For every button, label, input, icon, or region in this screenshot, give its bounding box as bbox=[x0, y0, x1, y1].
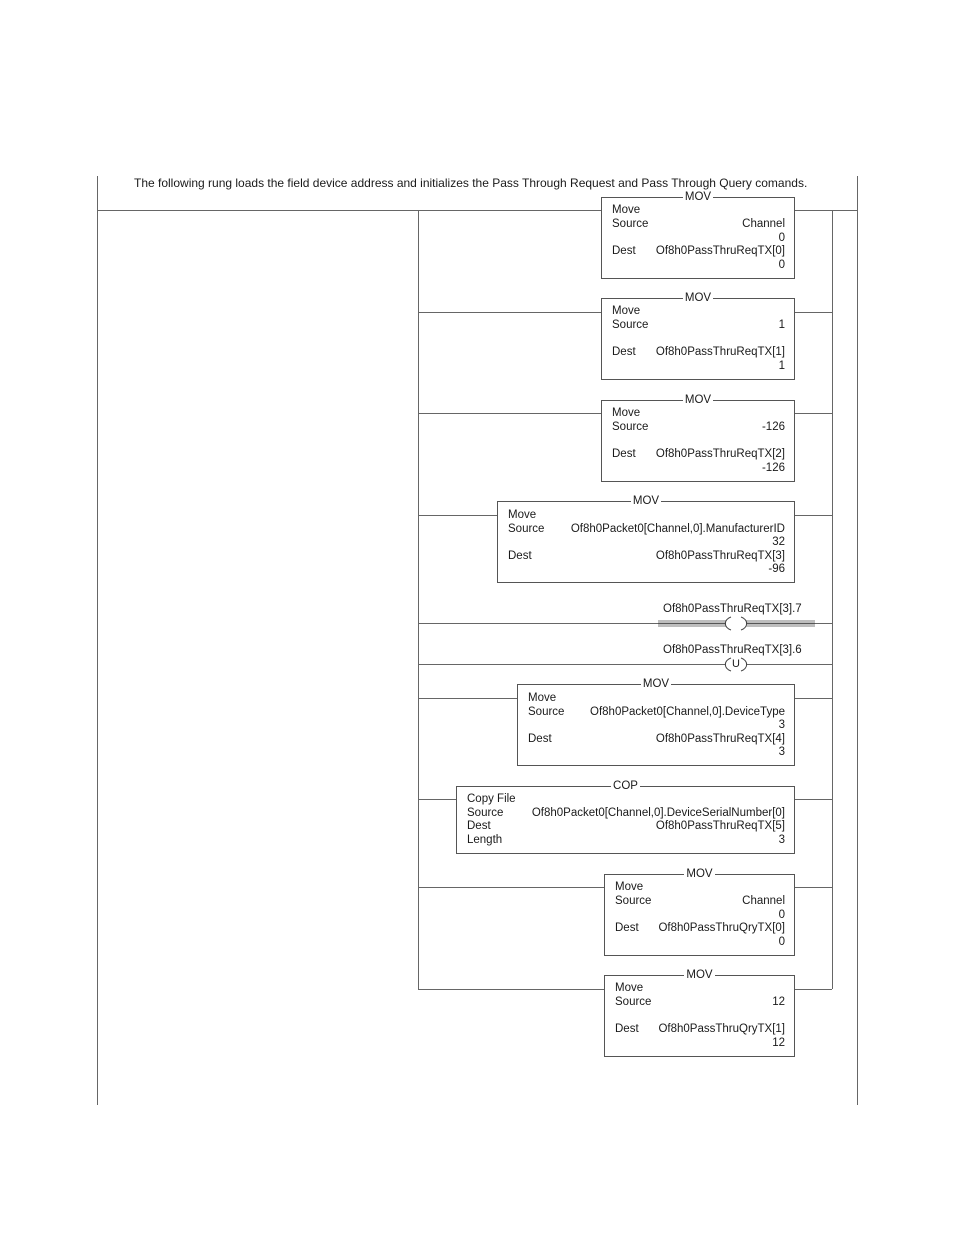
dest-value: 1 bbox=[778, 360, 785, 372]
dest-label: Dest bbox=[615, 1023, 639, 1035]
instruction-name: Copy File bbox=[467, 793, 516, 805]
mov-instruction-2[interactable] bbox=[601, 292, 795, 380]
instruction-name: Move bbox=[615, 881, 644, 893]
instruction-name: Move bbox=[612, 407, 641, 419]
dest-value: -96 bbox=[768, 563, 785, 575]
dest-tag: Of8h0PassThruReqTX[2] bbox=[655, 448, 785, 460]
dest-tag: Of8h0PassThruReqTX[0] bbox=[655, 245, 785, 257]
dest-tag: Of8h0PassThruReqTX[3] bbox=[655, 550, 785, 562]
dest-tag: Of8h0PassThruReqTX[5] bbox=[655, 820, 785, 832]
source-tag: Channel bbox=[742, 895, 785, 907]
otu-coil-letter: U bbox=[732, 658, 740, 670]
source-value: 32 bbox=[772, 536, 785, 548]
mov-instruction-3[interactable] bbox=[601, 394, 795, 482]
mov-instruction-6[interactable] bbox=[604, 868, 795, 956]
length-label: Length bbox=[467, 834, 503, 846]
dest-label: Dest bbox=[612, 245, 636, 257]
length-value: 3 bbox=[778, 834, 785, 846]
dest-tag: Of8h0PassThruReqTX[4] bbox=[655, 733, 785, 745]
mov-instruction-4[interactable] bbox=[497, 495, 795, 583]
source-tag: Of8h0Packet0[Channel,0].DeviceType bbox=[590, 706, 785, 718]
instruction-type: MOV bbox=[632, 495, 660, 507]
source-value: 3 bbox=[778, 719, 785, 731]
dest-label: Dest bbox=[615, 922, 639, 934]
dest-label: Dest bbox=[612, 346, 636, 358]
dest-value: 12 bbox=[772, 1037, 785, 1049]
source-label: Source bbox=[612, 319, 649, 331]
instruction-name: Move bbox=[528, 692, 557, 704]
instruction-name: Move bbox=[508, 509, 537, 521]
source-label: Source bbox=[615, 996, 652, 1008]
source-label: Source bbox=[508, 523, 545, 535]
dest-value: 0 bbox=[778, 259, 785, 271]
dest-label: Dest bbox=[508, 550, 532, 562]
instruction-type: MOV bbox=[684, 292, 712, 304]
instruction-type: COP bbox=[613, 780, 638, 792]
rung-comment: The following rung loads the field device address and initializes the Pass Through Request and Pass Through Query comands. bbox=[134, 176, 808, 190]
instruction-name: Move bbox=[615, 982, 644, 994]
instruction-type: MOV bbox=[684, 394, 712, 406]
ote-coil-tag[interactable]: Of8h0PassThruReqTX[3].7 bbox=[663, 603, 802, 615]
dest-value: 3 bbox=[778, 746, 785, 758]
source-value: 0 bbox=[778, 909, 785, 921]
source-label: Source bbox=[528, 706, 565, 718]
instruction-type: MOV bbox=[686, 969, 713, 981]
instruction-name: Move bbox=[612, 204, 641, 216]
dest-label: Dest bbox=[467, 820, 491, 832]
source-value: 0 bbox=[778, 232, 785, 244]
source-tag: Of8h0Packet0[Channel,0].ManufacturerID bbox=[570, 523, 785, 535]
dest-label: Dest bbox=[612, 448, 636, 460]
source-label: Source bbox=[615, 895, 652, 907]
ote-coil-symbol bbox=[725, 617, 746, 630]
dest-tag: Of8h0PassThruQryTX[0] bbox=[658, 922, 785, 934]
source-tag: 1 bbox=[778, 319, 785, 331]
cop-instruction[interactable] bbox=[456, 780, 795, 854]
instruction-type: MOV bbox=[684, 191, 712, 203]
dest-tag: Of8h0PassThruQryTX[1] bbox=[658, 1023, 785, 1035]
source-tag: -126 bbox=[761, 421, 785, 433]
source-tag: Of8h0Packet0[Channel,0].DeviceSerialNumber[0] bbox=[531, 807, 785, 819]
mov-instruction-5[interactable] bbox=[517, 678, 795, 766]
dest-value: 0 bbox=[778, 936, 785, 948]
source-label: Source bbox=[612, 218, 649, 230]
instruction-type: MOV bbox=[642, 678, 670, 690]
source-tag: Channel bbox=[742, 218, 785, 230]
dest-tag: Of8h0PassThruReqTX[1] bbox=[655, 346, 785, 358]
dest-value: -126 bbox=[761, 462, 785, 474]
instruction-type: MOV bbox=[686, 868, 713, 880]
dest-label: Dest bbox=[528, 733, 552, 745]
mov-instruction-1[interactable] bbox=[601, 191, 795, 279]
source-label: Source bbox=[467, 807, 504, 819]
source-tag: 12 bbox=[772, 996, 785, 1008]
otu-coil-tag[interactable]: Of8h0PassThruReqTX[3].6 bbox=[663, 644, 802, 656]
source-label: Source bbox=[612, 421, 649, 433]
mov-instruction-7[interactable] bbox=[604, 969, 795, 1057]
instruction-name: Move bbox=[612, 305, 641, 317]
